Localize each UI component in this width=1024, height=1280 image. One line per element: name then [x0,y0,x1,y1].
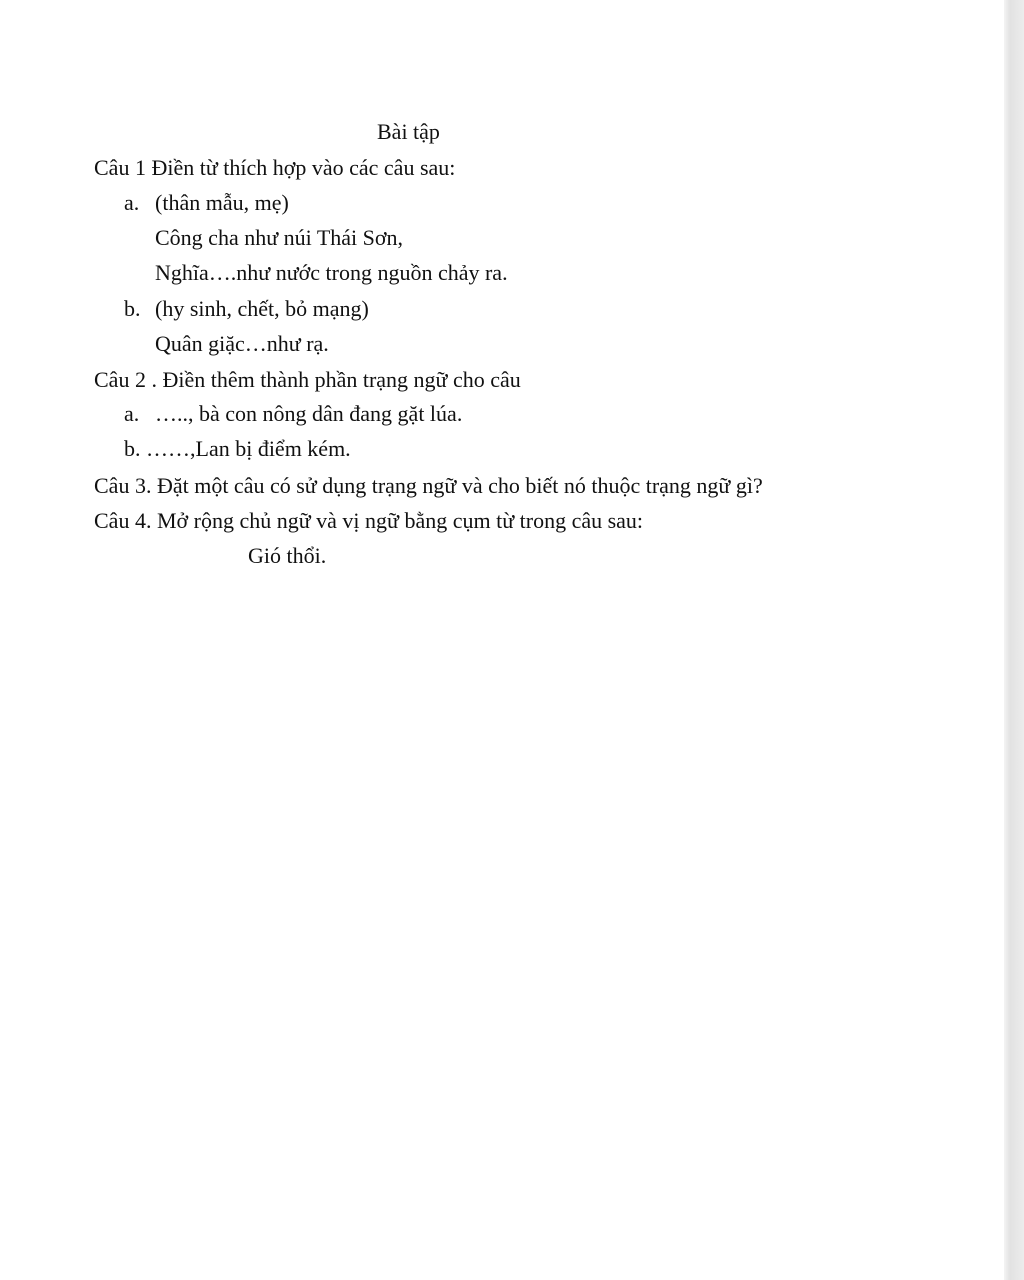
options-text: (hy sinh, chết, bỏ mạng) [155,296,369,321]
question-1a-line-1: Công cha như núi Thái Sơn, [155,225,404,250]
question-4-sentence: Gió thổi. [248,543,327,568]
question-2a-text [124,401,462,427]
question-1a-options [124,190,289,216]
page-edge-shadow [1004,0,1024,1280]
list-marker: a. [124,190,140,215]
options-text: (thân mẫu, mẹ) [155,190,289,215]
page-title: Bài tập [377,119,440,144]
question-2-prompt: Câu 2 . Điền thêm thành phần trạng ngữ cho câu [94,367,521,392]
item-text: ….., bà con nông dân đang gặt lúa. [155,401,463,426]
question-1b-options [124,296,369,322]
question-4-prompt: Câu 4. Mở rộng chủ ngữ và vị ngữ bằng cụm từ trong câu sau: [94,508,644,533]
question-3-prompt: Câu 3. Đặt một câu có sử dụng trạng ngữ và cho biết nó thuộc trạng ngữ gì? [94,473,763,498]
question-2b-text: b. ……,Lan bị điểm kém. [124,436,351,461]
question-1a-line-2: Nghĩa….như nước trong nguồn chảy ra. [155,260,508,285]
question-1-prompt: Câu 1 Điền từ thích hợp vào các câu sau: [94,155,456,180]
list-marker: b. [124,296,141,321]
question-1b-line-1: Quân giặc…như rạ. [155,331,329,356]
list-marker: a. [124,401,140,426]
